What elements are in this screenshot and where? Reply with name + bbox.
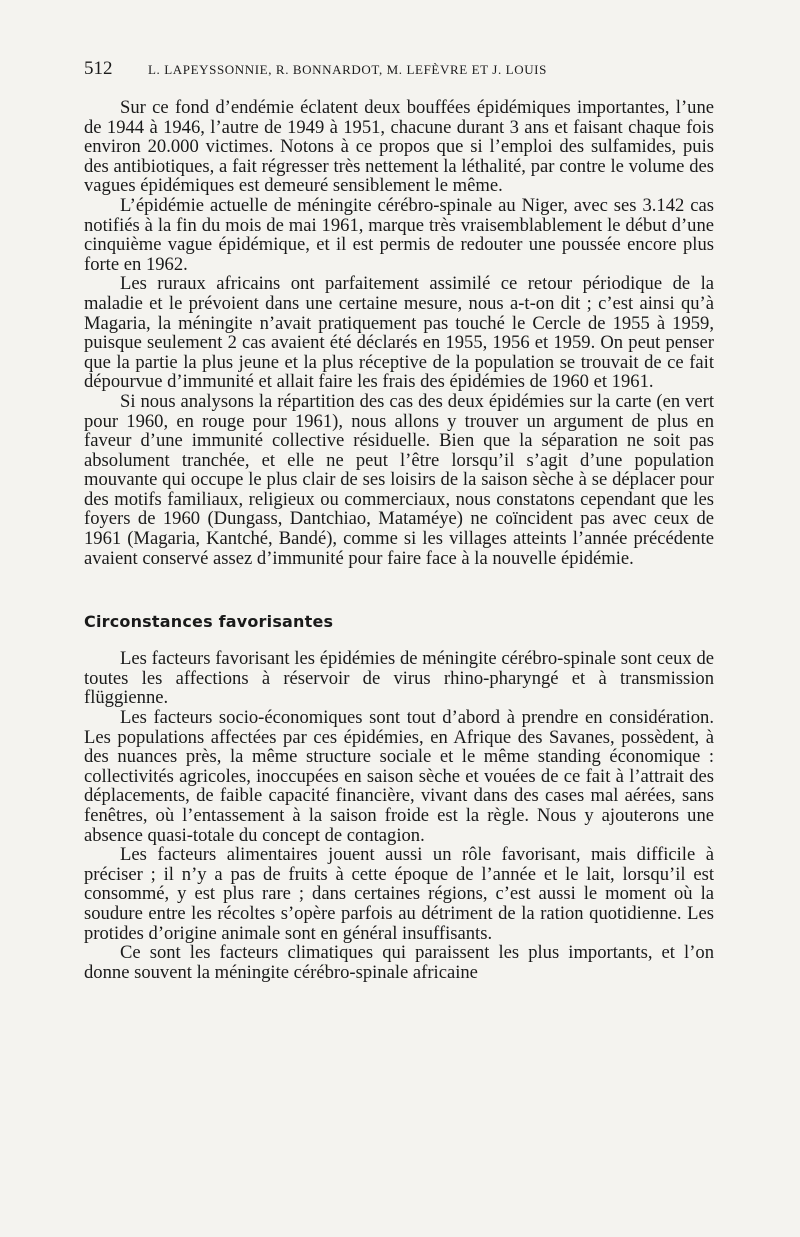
paragraph: Les ruraux africains ont parfaitement assimilé ce retour périodique de la maladie et le prévoient dans une certaine mesure, nous a-t-on dit ; c’est ainsi qu’à Magaria, la méningite n’avait pratiquement pas touché le Cercle de 1955 à 1959, puisque seulement 2 cas avaient été déclarés en 1955, 1956 et 1959. On peut penser que la partie la plus jeune et la plus réceptive de la population se trouvait de ce fait dépourvue d’immunité et allait faire les frais des épidémies de 1960 et 1961. (84, 273, 714, 393)
page-number: 512 (84, 58, 113, 79)
section-heading: Circonstances favorisantes (84, 612, 334, 632)
paragraph: Sur ce fond d’endémie éclatent deux bouffées épidémiques importantes, l’une de 1944 à 1946, l’autre de 1949 à 1951, chacune durant 3 ans et faisant chaque fois environ 20.000 victimes. Notons à ce propos que si l’emploi des sulfamides, puis des antibiotiques, a fait régresser très nettement la léthalité, par contre le volume des vagues épidémiques est demeuré sensiblement le même. (84, 97, 714, 197)
paragraph: L’épidémie actuelle de méningite cérébro-spinale au Niger, avec ses 3.142 cas notifiés à la fin du mois de mai 1961, marque très vraisemblablement le début d’une cinquième vague épidémique, et il est permis de redouter une poussée encore plus forte en 1962. (84, 194, 714, 275)
paragraph: Les facteurs socio-économiques sont tout d’abord à prendre en considération. Les populations affectées par ces épidémies, en Afrique des Savanes, possèdent, à des nuances près, la même structure sociale et le même standing économique : collectivités agricoles, inoccupées en saison sèche et vouées de ce fait à l’attrait des déplacements, de faible capacité financière, vivant dans des cases mal aérées, sans fenêtres, où l’entassement à la saison froide est la règle. Nous y ajouterons une absence quasi-totale du concept de contagion. (84, 707, 714, 846)
paragraph: Les facteurs alimentaires jouent aussi un rôle favorisant, mais difficile à préciser ; il n’y a pas de fruits à cette époque de l’année et le lait, lorsqu’il est consommé, y est plus rare ; dans certaines régions, c’est aussi le moment où la soudure entre les récoltes s’opère parfois au détriment de la ration quotidienne. Les protides d’origine animale sont en général insuffisants. (84, 844, 714, 944)
paragraph: Les facteurs favorisant les épidémies de méningite cérébro-spinale sont ceux de toutes les affections à réservoir de virus rhino-pharyngé et à transmission flüggienne. (84, 648, 714, 709)
running-head-authors: L. LAPEYSSONNIE, R. BONNARDOT, M. LEFÈVRE ET J. LOUIS (148, 62, 547, 77)
paragraph: Ce sont les facteurs climatiques qui paraissent les plus importants, et l’on donne souvent la méningite cérébro-spinale africaine (84, 942, 714, 983)
section-epidemic-waves (84, 98, 714, 568)
section-favoring-circumstances (84, 649, 714, 982)
paragraph: Si nous analysons la répartition des cas des deux épidémies sur la carte (en vert pour 1960, en rouge pour 1961), nous allons y trouver un argument de plus en faveur d’une immunité collective résiduelle. Bien que la séparation ne soit pas absolument tranchée, et elle ne peut l’être lorsqu’il s’agit d’une population mouvante qui occupe le plus clair de ses loisirs de la saison sèche à se déplacer pour des motifs familiaux, religieux ou commerciaux, nous constatons cependant que les foyers de 1960 (Dungass, Dantchiao, Mataméye) ne coïncident pas avec ceux de 1961 (Magaria, Kantché, Bandé), comme si les villages atteints l’année précédente avaient conservé assez d’immunité pour faire face à la nouvelle épidémie. (84, 390, 714, 569)
running-head (84, 58, 714, 80)
